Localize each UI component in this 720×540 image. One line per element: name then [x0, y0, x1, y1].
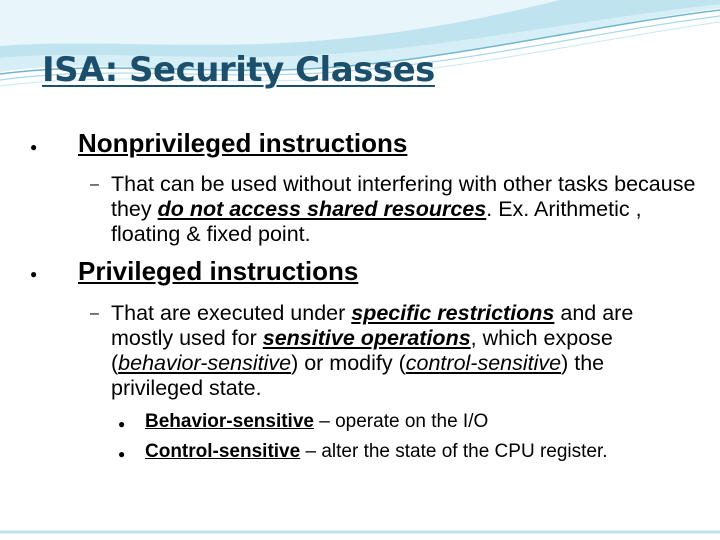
slide-title: ISA: Security Classes [42, 50, 435, 90]
bullet-icon: ● [30, 267, 38, 281]
emphasis-shared-resources: do not access shared resources [157, 197, 487, 221]
subitem-control-sensitive: Control-sensitive – alter the state of the CPU register. [145, 441, 608, 462]
heading-privileged: Privileged instructions [78, 256, 359, 286]
emphasis-control-sensitive: control-sensitive [405, 351, 562, 375]
privileged-description: That are executed under specific restrictions and are mostly used for sensitive operations, which expose (behavior-sensitive) or modify (control-sensitive) the privileged state. [111, 301, 634, 400]
emphasis-specific-restrictions: specific restrictions [351, 301, 555, 325]
dash-icon: – [90, 176, 99, 193]
heading-nonprivileged: Nonprivileged instructions [78, 128, 408, 158]
small-bullet-icon: ● [118, 417, 126, 431]
nonprivileged-description: That can be used without interfering with other tasks because they do not access shared resources. Ex. Arithmetic , floating & fixed point. [111, 172, 696, 246]
bullet-icon: ● [30, 140, 38, 154]
small-bullet-icon: ● [118, 447, 126, 461]
emphasis-behavior-sensitive: behavior-sensitive [118, 351, 292, 375]
subitem-behavior-sensitive: Behavior-sensitive – operate on the I/O [145, 411, 489, 432]
dash-icon: – [90, 305, 99, 322]
emphasis-sensitive-operations: sensitive operations [262, 326, 471, 350]
